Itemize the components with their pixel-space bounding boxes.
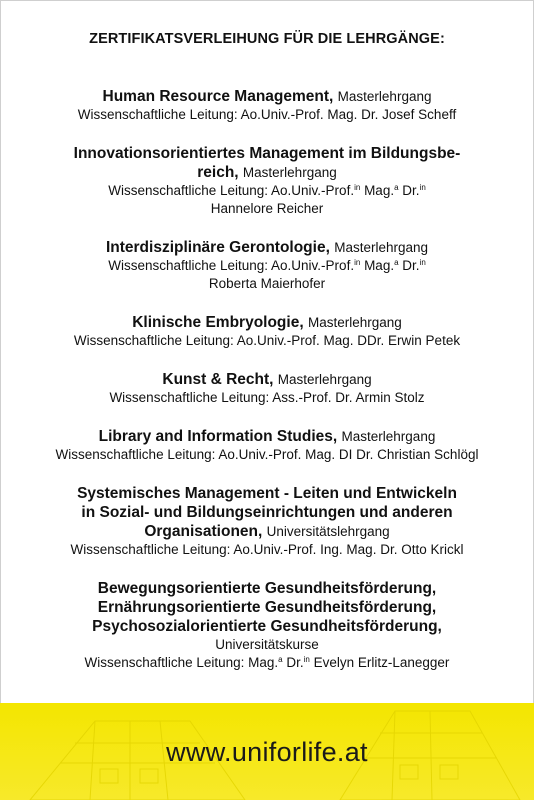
program-title: Bewegungsorientierte Gesundheitsförderung, [97,580,437,597]
program-leader-name: Roberta Maierhofer [208,276,326,291]
program-item [24,238,510,293]
program-item [24,370,510,407]
program-type: Masterlehrgang [341,429,436,444]
program-type: Masterlehrgang [277,372,372,387]
program-title-continued: Ernährungsorientierte Gesundheitsförderung, [97,599,437,616]
program-type: Masterlehrgang [307,315,402,330]
program-title: Systemisches Management - Leiten und Entwickeln [77,485,457,502]
program-type: Masterlehrgang [334,240,429,255]
program-leader: Wissenschaftliche Leitung: Ao.Univ.-Prof.$^{in}$ Mag.$^a$ Dr.$^{in}$ [108,183,426,198]
program-leader: Wissenschaftliche Leitung: Ass.-Prof. Dr. Armin Stolz [109,390,425,405]
program-leader: Wissenschaftliche Leitung: Ao.Univ.-Prof. Mag. DI Dr. Christian Schlögl [55,447,479,462]
program-type: Universitätskurse [215,637,319,652]
program-type: Masterlehrgang [242,165,337,180]
program-title: Interdisziplinäre Gerontologie, [105,239,330,256]
page-heading: ZERTIFIKATSVERLEIHUNG FÜR DIE LEHRGÄNGE: [89,31,445,47]
program-item [24,313,510,350]
program-type: Masterlehrgang [337,89,432,104]
program-item [24,427,510,464]
website-url[interactable]: www.uniforlife.at [166,737,368,767]
program-title: Innovationsorientiertes Management im Bildungsbe- [73,145,461,162]
program-title: Klinische Embryologie, [132,314,304,331]
program-title: Kunst & Recht, [162,371,274,388]
program-item [24,144,510,218]
program-title-continued: Psychosozialorientierte Gesundheitsförderung, [92,618,442,635]
program-leader: Wissenschaftliche Leitung: Ao.Univ.-Prof. Mag. DDr. Erwin Petek [73,333,461,348]
program-list [24,87,510,692]
program-leader: Wissenschaftliche Leitung: Ao.Univ.-Prof. Mag. Dr. Josef Scheff [77,107,457,122]
footer-banner [0,703,534,800]
program-item [24,87,510,124]
program-leader-name: Hannelore Reicher [210,201,324,216]
program-item [24,579,510,672]
program-title: Human Resource Management, [102,88,334,105]
program-title-continued: reich, [197,164,239,181]
program-title-continued: Organisationen, [144,523,263,540]
program-title-continued: in Sozial- und Bildungseinrichtungen und anderen [81,504,453,521]
program-title: Library and Information Studies, [98,428,338,445]
program-leader: Wissenschaftliche Leitung: Mag.$^a$ Dr.$^{in}$ Evelyn Erlitz-Lanegger [84,655,450,670]
program-type: Universitätslehrgang [266,524,390,539]
program-leader: Wissenschaftliche Leitung: Ao.Univ.-Prof.$^{in}$ Mag.$^a$ Dr.$^{in}$ [108,258,426,273]
program-item [24,484,510,559]
program-leader: Wissenschaftliche Leitung: Ao.Univ.-Prof. Ing. Mag. Dr. Otto Krickl [70,542,464,557]
